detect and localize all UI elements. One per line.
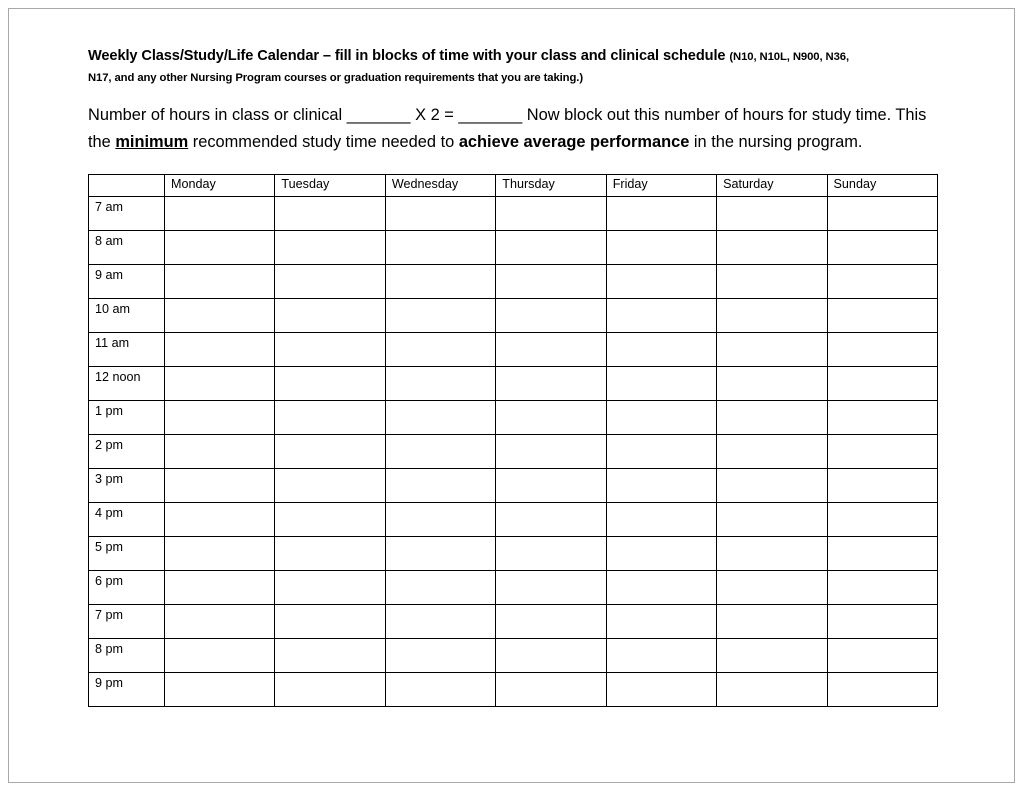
slot-12noon-wednesday[interactable] [385, 366, 495, 400]
slot-7am-friday[interactable] [606, 196, 716, 230]
calendar-header-row [89, 174, 938, 196]
slot-10am-tuesday[interactable] [275, 298, 385, 332]
slot-10am-saturday[interactable] [717, 298, 827, 332]
slot-9pm-saturday[interactable] [717, 672, 827, 706]
column-header-friday: Friday [606, 174, 716, 196]
slot-4pm-monday[interactable] [165, 502, 275, 536]
slot-9am-thursday[interactable] [496, 264, 606, 298]
slot-1pm-thursday[interactable] [496, 400, 606, 434]
slot-12noon-saturday[interactable] [717, 366, 827, 400]
instructions-segment-4: recommended study time needed to [188, 133, 459, 152]
table-row [89, 536, 938, 570]
column-header-sunday: Sunday [827, 174, 937, 196]
slot-7am-wednesday[interactable] [385, 196, 495, 230]
row-label-9pm: 9 pm [89, 672, 165, 706]
slot-9pm-monday[interactable] [165, 672, 275, 706]
table-row [89, 298, 938, 332]
slot-7pm-friday[interactable] [606, 604, 716, 638]
table-row [89, 400, 938, 434]
weekly-calendar-table[interactable] [88, 174, 938, 707]
slot-3pm-sunday[interactable] [827, 468, 937, 502]
slot-8am-thursday[interactable] [496, 230, 606, 264]
row-label-7am: 7 am [89, 196, 165, 230]
slot-8pm-friday[interactable] [606, 638, 716, 672]
row-label-11am: 11 am [89, 332, 165, 366]
slot-9pm-thursday[interactable] [496, 672, 606, 706]
hours-blank-2[interactable]: _______ [458, 106, 523, 125]
slot-7am-sunday[interactable] [827, 196, 937, 230]
slot-4pm-wednesday[interactable] [385, 502, 495, 536]
slot-12noon-sunday[interactable] [827, 366, 937, 400]
column-header-tuesday: Tuesday [275, 174, 385, 196]
table-row [89, 570, 938, 604]
table-row [89, 502, 938, 536]
slot-9am-tuesday[interactable] [275, 264, 385, 298]
slot-8pm-sunday[interactable] [827, 638, 937, 672]
table-row [89, 230, 938, 264]
slot-2pm-saturday[interactable] [717, 434, 827, 468]
slot-8am-sunday[interactable] [827, 230, 937, 264]
slot-1pm-wednesday[interactable] [385, 400, 495, 434]
slot-3pm-tuesday[interactable] [275, 468, 385, 502]
instructions-emphasis-minimum: minimum [115, 133, 189, 152]
table-row [89, 434, 938, 468]
slot-11am-tuesday[interactable] [275, 332, 385, 366]
column-header-thursday: Thursday [496, 174, 606, 196]
table-row [89, 264, 938, 298]
slot-2pm-friday[interactable] [606, 434, 716, 468]
slot-7am-thursday[interactable] [496, 196, 606, 230]
instructions-segment-3: Now block out this number of hours for study time. This the [88, 106, 927, 152]
slot-6pm-sunday[interactable] [827, 570, 937, 604]
slot-7am-tuesday[interactable] [275, 196, 385, 230]
slot-4pm-saturday[interactable] [717, 502, 827, 536]
slot-7pm-tuesday[interactable] [275, 604, 385, 638]
hours-blank-1[interactable]: _______ [346, 106, 411, 125]
instructions-segment-5: in the nursing program. [689, 133, 863, 152]
instructions-emphasis-performance: achieve average performance [458, 133, 690, 152]
slot-10am-monday[interactable] [165, 298, 275, 332]
slot-3pm-wednesday[interactable] [385, 468, 495, 502]
slot-11am-sunday[interactable] [827, 332, 937, 366]
slot-12noon-tuesday[interactable] [275, 366, 385, 400]
slot-7pm-saturday[interactable] [717, 604, 827, 638]
row-label-5pm: 5 pm [89, 536, 165, 570]
page-title [88, 46, 938, 87]
table-row [89, 332, 938, 366]
calendar-header-row-group [89, 174, 938, 196]
slot-8am-saturday[interactable] [717, 230, 827, 264]
row-label-8am: 8 am [89, 230, 165, 264]
slot-12noon-thursday[interactable] [496, 366, 606, 400]
slot-1pm-tuesday[interactable] [275, 400, 385, 434]
document-content [88, 46, 938, 707]
row-label-10am: 10 am [89, 298, 165, 332]
slot-4pm-tuesday[interactable] [275, 502, 385, 536]
slot-1pm-friday[interactable] [606, 400, 716, 434]
slot-8am-tuesday[interactable] [275, 230, 385, 264]
slot-9pm-friday[interactable] [606, 672, 716, 706]
slot-12noon-monday[interactable] [165, 366, 275, 400]
row-label-4pm: 4 pm [89, 502, 165, 536]
slot-5pm-sunday[interactable] [827, 536, 937, 570]
slot-11am-thursday[interactable] [496, 332, 606, 366]
slot-8pm-wednesday[interactable] [385, 638, 495, 672]
table-row [89, 638, 938, 672]
slot-6pm-monday[interactable] [165, 570, 275, 604]
slot-6pm-friday[interactable] [606, 570, 716, 604]
slot-11am-wednesday[interactable] [385, 332, 495, 366]
row-label-2pm: 2 pm [89, 434, 165, 468]
slot-9am-monday[interactable] [165, 264, 275, 298]
page-title-note-1: (N10, N10L, N900, N36, [729, 51, 850, 63]
slot-5pm-friday[interactable] [606, 536, 716, 570]
slot-5pm-wednesday[interactable] [385, 536, 495, 570]
slot-8pm-monday[interactable] [165, 638, 275, 672]
slot-11am-monday[interactable] [165, 332, 275, 366]
slot-7pm-sunday[interactable] [827, 604, 937, 638]
table-row [89, 672, 938, 706]
slot-2pm-monday[interactable] [165, 434, 275, 468]
slot-4pm-friday[interactable] [606, 502, 716, 536]
slot-12noon-friday[interactable] [606, 366, 716, 400]
slot-6pm-thursday[interactable] [496, 570, 606, 604]
slot-1pm-sunday[interactable] [827, 400, 937, 434]
slot-3pm-thursday[interactable] [496, 468, 606, 502]
slot-8am-wednesday[interactable] [385, 230, 495, 264]
slot-11am-saturday[interactable] [717, 332, 827, 366]
slot-3pm-saturday[interactable] [717, 468, 827, 502]
slot-2pm-wednesday[interactable] [385, 434, 495, 468]
slot-6pm-tuesday[interactable] [275, 570, 385, 604]
slot-7am-monday[interactable] [165, 196, 275, 230]
row-label-8pm: 8 pm [89, 638, 165, 672]
slot-4pm-thursday[interactable] [496, 502, 606, 536]
slot-8am-monday[interactable] [165, 230, 275, 264]
slot-2pm-thursday[interactable] [496, 434, 606, 468]
slot-9pm-sunday[interactable] [827, 672, 937, 706]
slot-8pm-saturday[interactable] [717, 638, 827, 672]
row-label-7pm: 7 pm [89, 604, 165, 638]
page-title-note-2: N17, and any other Nursing Program courses or graduation requirements that you are taking.) [88, 71, 583, 84]
slot-10am-wednesday[interactable] [385, 298, 495, 332]
slot-7pm-thursday[interactable] [496, 604, 606, 638]
slot-10am-sunday[interactable] [827, 298, 937, 332]
column-header-monday: Monday [165, 174, 275, 196]
slot-1pm-monday[interactable] [165, 400, 275, 434]
instructions-segment-2: X 2 = [410, 106, 459, 125]
slot-5pm-monday[interactable] [165, 536, 275, 570]
slot-9am-wednesday[interactable] [385, 264, 495, 298]
instructions-paragraph [88, 102, 933, 155]
slot-6pm-saturday[interactable] [717, 570, 827, 604]
page-title-main: Weekly Class/Study/Life Calendar – fill in blocks of time with your class and clinical schedule [88, 48, 726, 64]
slot-10am-thursday[interactable] [496, 298, 606, 332]
table-row [89, 366, 938, 400]
slot-3pm-friday[interactable] [606, 468, 716, 502]
slot-6pm-wednesday[interactable] [385, 570, 495, 604]
slot-5pm-tuesday[interactable] [275, 536, 385, 570]
slot-9pm-tuesday[interactable] [275, 672, 385, 706]
row-label-12noon: 12 noon [89, 366, 165, 400]
row-label-3pm: 3 pm [89, 468, 165, 502]
slot-9am-sunday[interactable] [827, 264, 937, 298]
slot-3pm-monday[interactable] [165, 468, 275, 502]
slot-10am-friday[interactable] [606, 298, 716, 332]
slot-7am-saturday[interactable] [717, 196, 827, 230]
column-header-wednesday: Wednesday [385, 174, 495, 196]
slot-7pm-wednesday[interactable] [385, 604, 495, 638]
table-row [89, 196, 938, 230]
slot-8pm-tuesday[interactable] [275, 638, 385, 672]
table-row [89, 468, 938, 502]
slot-5pm-thursday[interactable] [496, 536, 606, 570]
slot-1pm-saturday[interactable] [717, 400, 827, 434]
slot-7pm-monday[interactable] [165, 604, 275, 638]
slot-9am-friday[interactable] [606, 264, 716, 298]
slot-2pm-tuesday[interactable] [275, 434, 385, 468]
row-label-1pm: 1 pm [89, 400, 165, 434]
table-row [89, 604, 938, 638]
column-header-saturday: Saturday [717, 174, 827, 196]
calendar-corner-cell [89, 174, 165, 196]
calendar-body [89, 196, 938, 706]
slot-11am-friday[interactable] [606, 332, 716, 366]
slot-8am-friday[interactable] [606, 230, 716, 264]
row-label-9am: 9 am [89, 264, 165, 298]
slot-9am-saturday[interactable] [717, 264, 827, 298]
instructions-segment-1: Number of hours in class or clinical [88, 106, 347, 125]
row-label-6pm: 6 pm [89, 570, 165, 604]
slot-2pm-sunday[interactable] [827, 434, 937, 468]
slot-9pm-wednesday[interactable] [385, 672, 495, 706]
slot-4pm-sunday[interactable] [827, 502, 937, 536]
slot-8pm-thursday[interactable] [496, 638, 606, 672]
slot-5pm-saturday[interactable] [717, 536, 827, 570]
